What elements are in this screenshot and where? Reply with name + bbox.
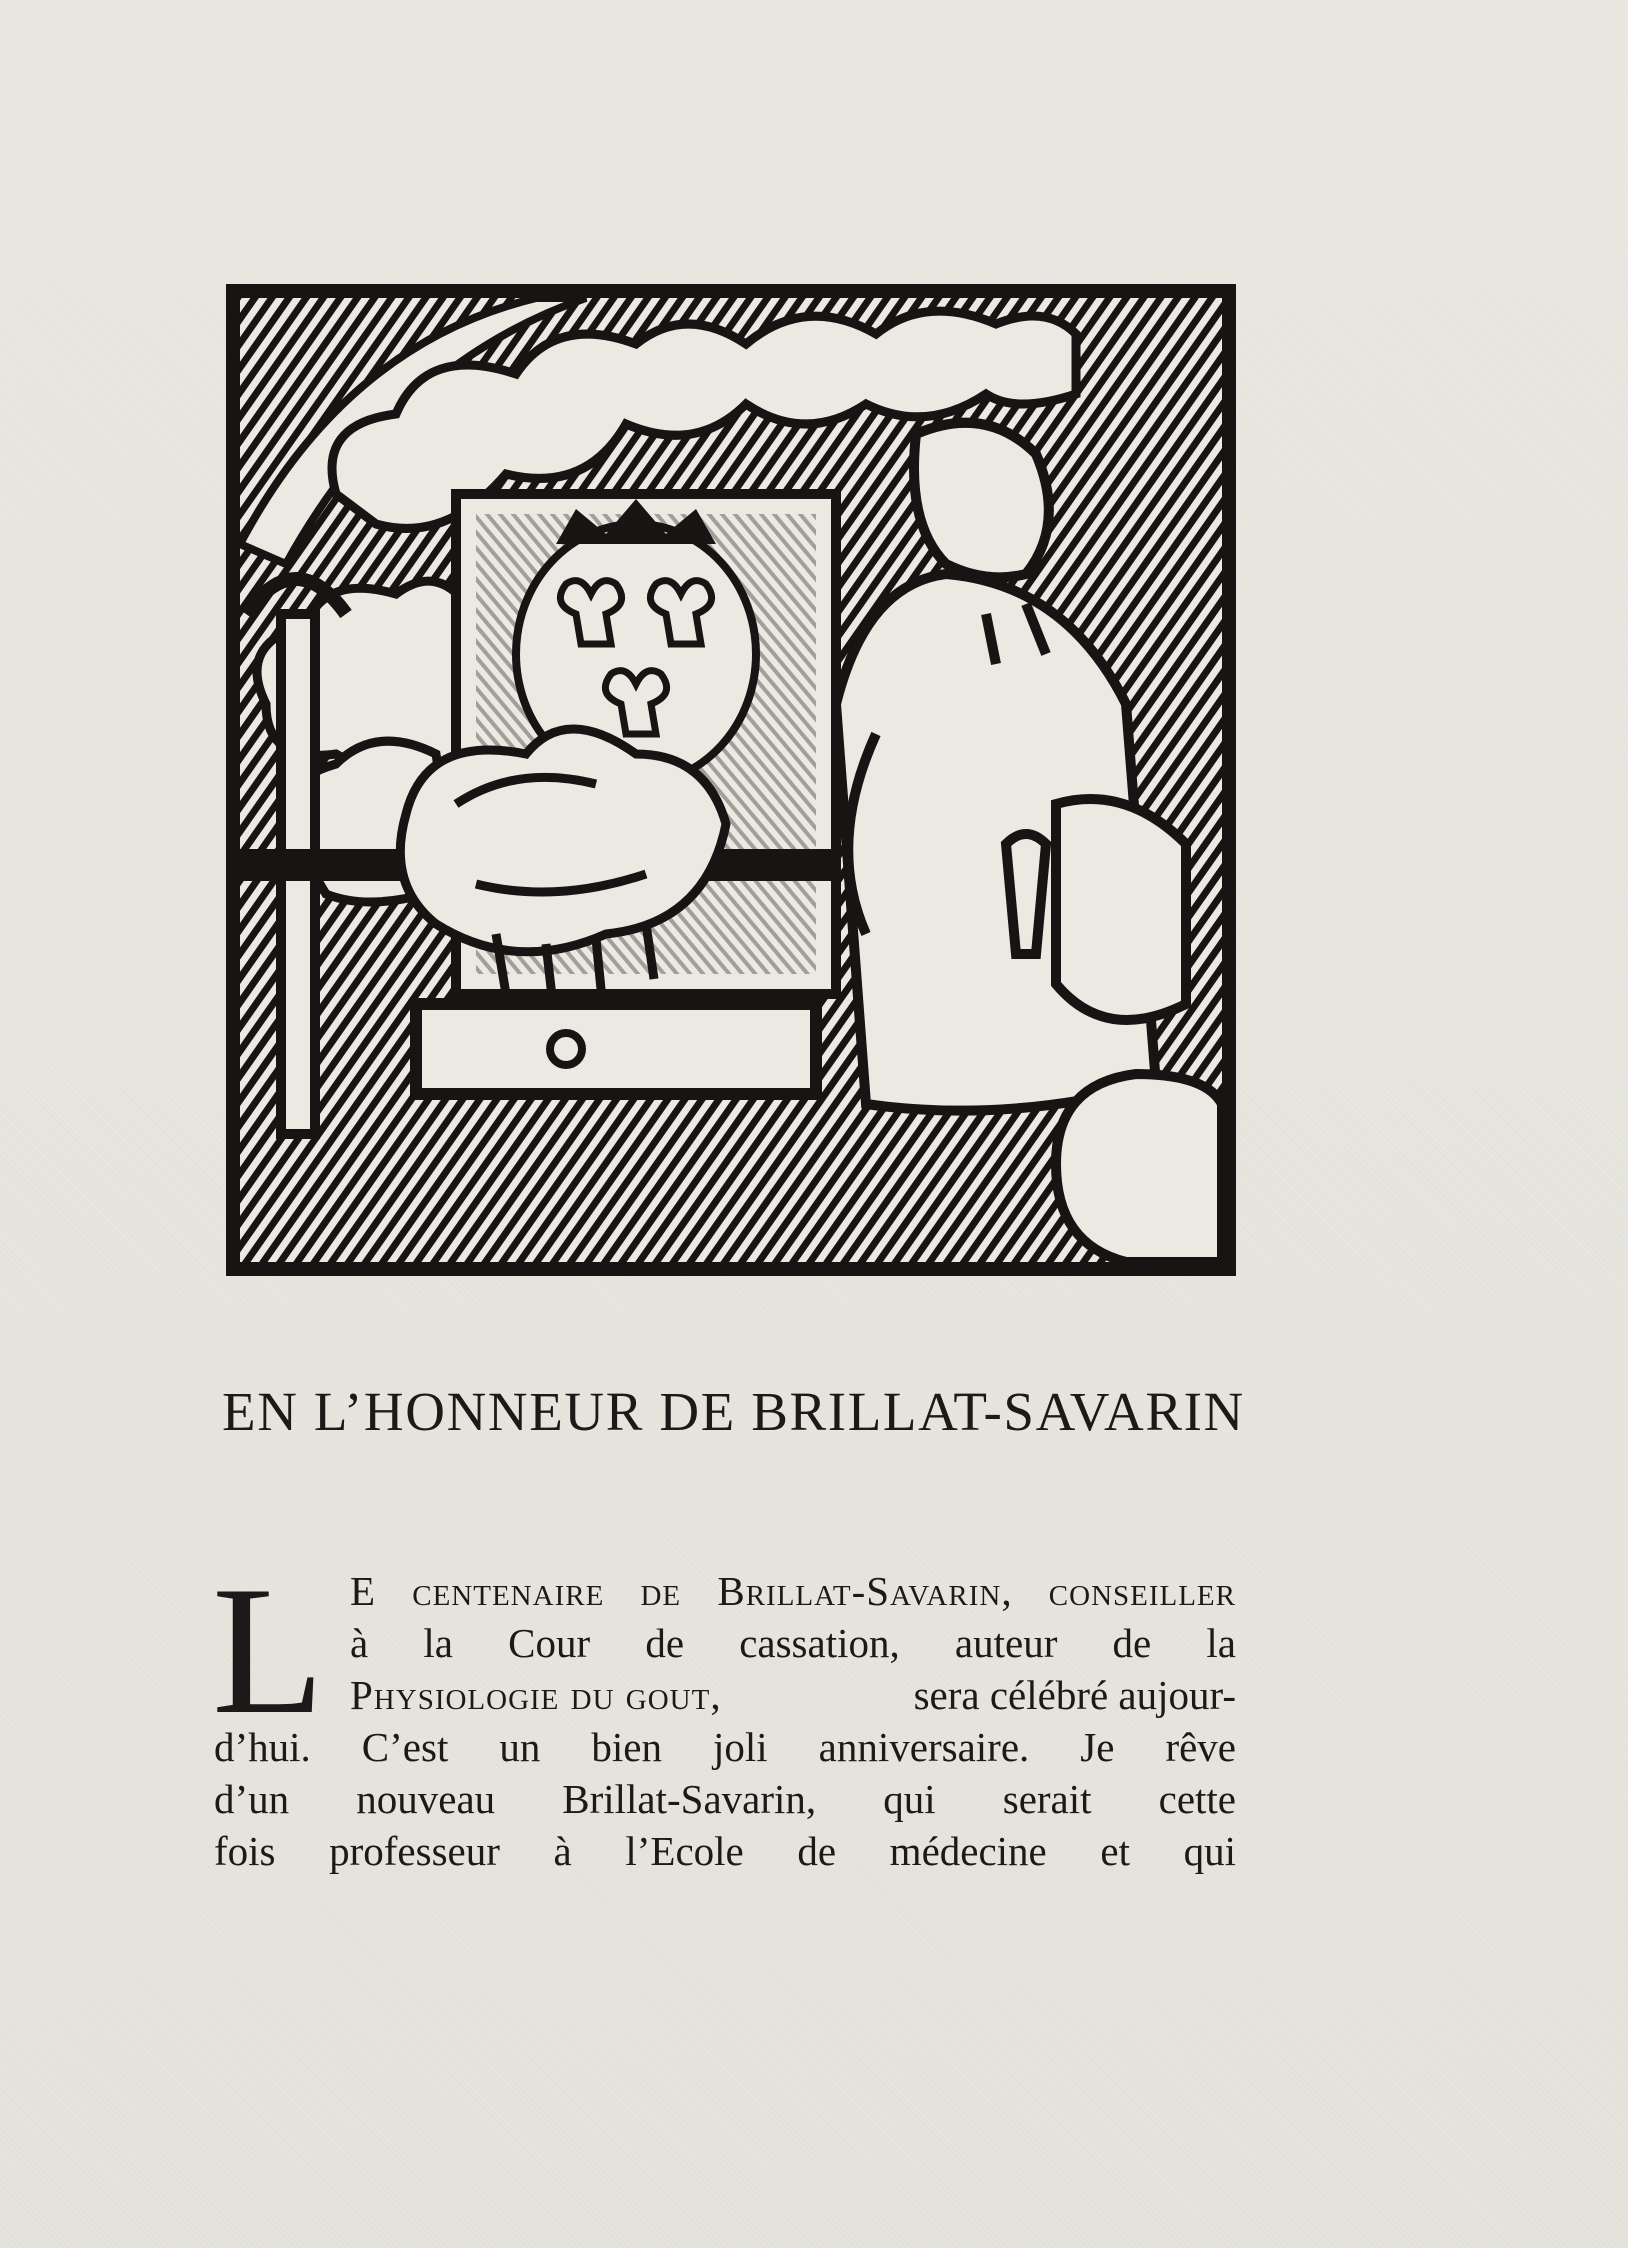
paragraph-line-3 bbox=[350, 1669, 1236, 1721]
chapter-title: EN L’HONNEUR DE BRILLAT-SAVARIN bbox=[222, 1381, 1245, 1442]
dripping-pan bbox=[416, 1004, 816, 1094]
paragraph-line-1: E centenaire de Brillat-Savarin, conseiller bbox=[350, 1568, 1236, 1614]
drop-cap: L bbox=[212, 1548, 325, 1752]
paragraph-line-6: fois professeur à l’Ecole de médecine et qui bbox=[214, 1828, 1236, 1874]
basin bbox=[1056, 1074, 1222, 1262]
paragraph-line-5: d’un nouveau Brillat-Savarin, qui serait cette bbox=[214, 1776, 1236, 1822]
paragraph-line-3-text: sera célébré aujour- bbox=[913, 1672, 1236, 1718]
book-title: Physiologie du gout, bbox=[350, 1672, 722, 1718]
paragraph-line-4: d’hui. C’est un bien joli anniversaire. Je rêve bbox=[214, 1724, 1236, 1770]
paragraph-line-2: à la Cour de cassation, auteur de la bbox=[350, 1620, 1236, 1666]
woodcut-illustration bbox=[226, 284, 1236, 1276]
